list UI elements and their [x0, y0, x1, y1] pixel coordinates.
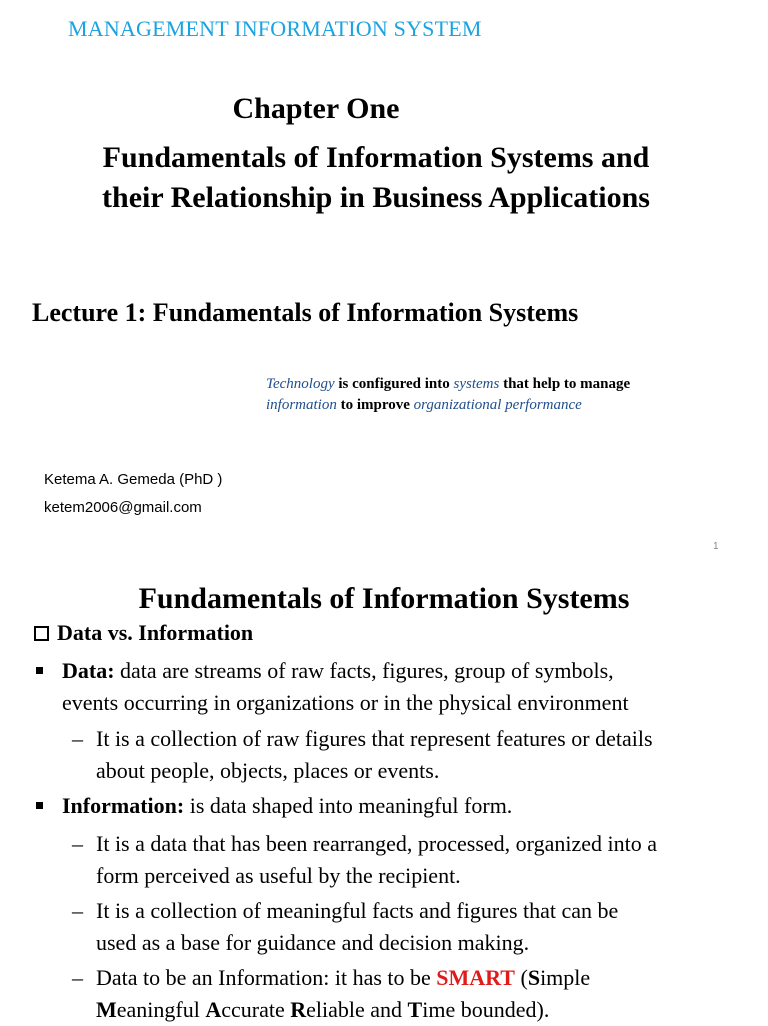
smart-letter-s: S [527, 965, 541, 990]
dash-bullet-icon: – [72, 965, 83, 990]
smart-criteria-line-1 [96, 962, 766, 994]
smart-word-simple: imple [540, 965, 591, 990]
information-subpoint-2-line-1: It is a collection of meaningful facts and figures that can be [96, 898, 619, 923]
author-email: ketem2006@gmail.com [44, 499, 202, 516]
tagline-text: to improve [336, 397, 414, 413]
dash-bullet-icon: – [72, 726, 83, 751]
tagline-systems: systems [453, 376, 500, 392]
smart-letter-r: R [290, 997, 307, 1022]
information-subpoint-2 [96, 895, 766, 959]
tagline-information: information [266, 397, 337, 413]
data-label: Data: [62, 658, 115, 683]
tagline-line-2 [266, 395, 726, 416]
course-banner: MANAGEMENT INFORMATION SYSTEM [68, 16, 482, 41]
information-subpoint-1-line-1: It is a data that has been rearranged, processed, organized into a [96, 831, 657, 856]
information-subpoint-1-line-2: form perceived as useful by the recipient. [96, 863, 461, 888]
tagline [266, 374, 726, 416]
data-definition-line-1 [62, 655, 762, 687]
smart-word-time-bounded: ime bounded). [422, 997, 550, 1022]
data-subpoint-line-1: It is a collection of raw figures that represent features or details [96, 726, 653, 751]
checkbox-bullet-icon [34, 626, 49, 641]
chapter-title-line-2: their Relationship in Business Applications [102, 181, 650, 214]
chapter-title [0, 138, 752, 218]
smart-letter-t: T [407, 997, 423, 1022]
tagline-performance: organizational performance [413, 397, 582, 413]
smart-intro: Data to be an Information: it has to be [96, 965, 437, 990]
section-heading-text: Data vs. Information [57, 620, 254, 645]
author-name: Ketema A. Gemeda (PhD ) [44, 471, 223, 488]
smart-word-reliable: eliable and [306, 997, 408, 1022]
chapter-title-line-1: Fundamentals of Information Systems and [102, 141, 650, 174]
smart-criteria [96, 962, 766, 1026]
smart-word-meaningful: eaningful [116, 997, 206, 1022]
slide-title: Fundamentals of Information Systems [138, 582, 630, 615]
square-bullet-icon [36, 667, 43, 674]
lecture-title: Lecture 1: Fundamentals of Information Systems [32, 298, 579, 327]
information-subpoint-2-line-2: used as a base for guidance and decision making. [96, 930, 530, 955]
smart-paren: ( [514, 965, 528, 990]
information-text: is data shaped into meaningful form. [184, 793, 513, 818]
data-definition-line-2: events occurring in organizations or in the physical environment [62, 690, 629, 715]
square-bullet-icon [36, 802, 43, 809]
dash-bullet-icon: – [72, 831, 83, 856]
information-subpoint-1 [96, 828, 766, 892]
information-definition [62, 790, 762, 822]
tagline-text: that help to manage [499, 376, 631, 392]
author-block [44, 466, 222, 522]
smart-letter-a: A [205, 997, 222, 1022]
dash-bullet-icon: – [72, 898, 83, 923]
data-definition [62, 655, 762, 719]
tagline-technology: Technology [266, 376, 335, 392]
data-subpoint-line-2: about people, objects, places or events. [96, 758, 440, 783]
information-label: Information: [62, 793, 185, 818]
data-text: data are streams of raw facts, figures, group of symbols, [114, 658, 614, 683]
smart-criteria-line-2 [96, 994, 766, 1026]
tagline-text: is configured into [334, 376, 454, 392]
smart-letter-m: M [96, 997, 117, 1022]
tagline-line-1 [266, 374, 726, 395]
smart-acronym: SMART [436, 965, 515, 990]
chapter-heading: Chapter One [232, 92, 400, 125]
page-number: 1 [713, 541, 719, 552]
section-heading [34, 620, 253, 646]
smart-word-accurate: ccurate [221, 997, 291, 1022]
data-subpoint [96, 723, 766, 787]
